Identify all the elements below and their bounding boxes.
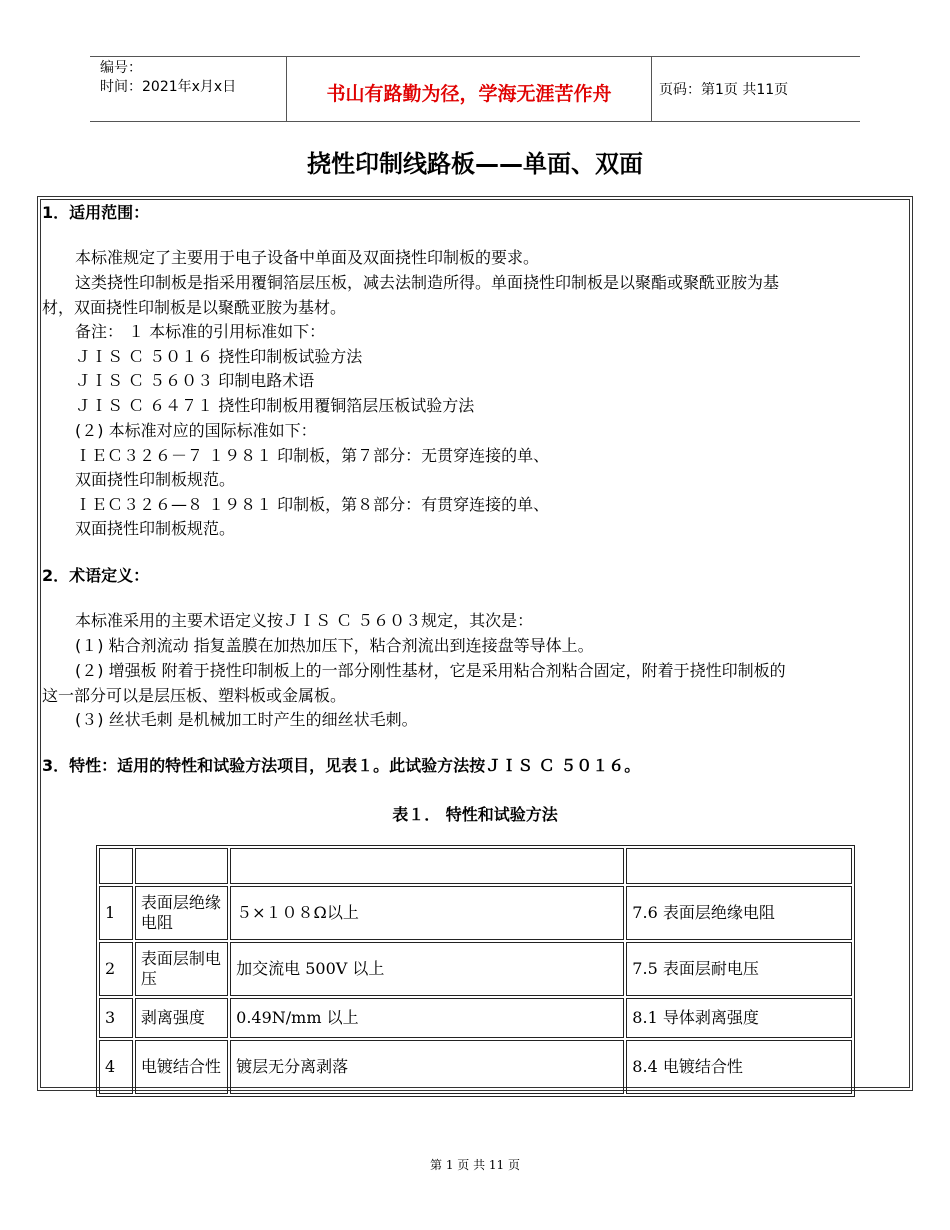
- term-definition: (１) 粘合剂流动 指复盖膜在加热加压下，粘合剂流出到连接盘等导体上。: [75, 636, 594, 655]
- table-cell: [230, 848, 624, 884]
- section-1-note: (２) 本标准对应的国际标准如下：: [75, 421, 317, 440]
- section-1-paragraph: 这类挠性印制板是指采用覆铜箔层压板，减去法制造所得。单面挠性印制板是以聚酯或聚酰亚胺为基: [75, 273, 780, 292]
- row-number: 1: [99, 886, 133, 940]
- characteristics-table: [96, 845, 855, 1097]
- international-standard: ＩＥＣ３２６—８ １９８１ 印制板，第８部分：有贯穿连接的单、: [75, 495, 550, 514]
- international-standard: 双面挠性印制板规范。: [75, 470, 236, 489]
- header-motto: 书山有路勤为径，学海无涯苦作舟: [326, 83, 612, 105]
- section-2-heading: 2．术语定义：: [42, 566, 150, 585]
- header-bottom-rule: [90, 121, 860, 122]
- document-number-label: 编号：: [100, 60, 142, 76]
- characteristic-item: 表面层制电压: [135, 942, 228, 996]
- section-1-heading: 1．适用范围：: [42, 203, 150, 222]
- table-row: [99, 942, 852, 996]
- test-method: 7.6 表面层绝缘电阻: [626, 886, 852, 940]
- document-title: 挠性印制线路板——单面、双面: [307, 150, 643, 178]
- reference-standard: ＪＩＳ Ｃ ６４７１ 挠性印制板用覆铜箔层压板试验方法: [75, 396, 475, 415]
- table-row: [99, 998, 852, 1038]
- section-1-paragraph: 本标准规定了主要用于电子设备中单面及双面挠性印制板的要求。: [75, 248, 540, 267]
- reference-standard: ＪＩＳ Ｃ ５６０３ 印制电路术语: [75, 371, 315, 390]
- row-number: 4: [99, 1040, 133, 1094]
- international-standard: ＩＥＣ３２６－７ １９８１ 印制板，第７部分：无贯穿连接的单、: [75, 446, 550, 465]
- term-definition: (３) 丝状毛刺 是机械加工时产生的细丝状毛刺。: [75, 710, 418, 729]
- test-method: 7.5 表面层耐电压: [626, 942, 852, 996]
- test-method: 8.4 电镀结合性: [626, 1040, 852, 1094]
- document-time: 时间：2021年x月x日: [100, 79, 237, 95]
- characteristic-item: 电镀结合性: [135, 1040, 228, 1094]
- section-1-paragraph: 材，双面挠性印制板是以聚酰亚胺为基材。: [42, 298, 347, 317]
- characteristic-spec: 0.49N/mm 以上: [230, 998, 624, 1038]
- row-number: 3: [99, 998, 133, 1038]
- table-cell: [626, 848, 852, 884]
- characteristic-spec: 镀层无分离剥落: [230, 1040, 624, 1094]
- term-definition: (２) 增强板 附着于挠性印制板上的一部分刚性基材，它是采用粘合剂粘合固定，附着于挠性印制板的: [75, 661, 786, 680]
- header-top-rule: [90, 56, 860, 57]
- page-footer: 第 1 页 共 11 页: [430, 1158, 520, 1172]
- table-header-row: [99, 848, 852, 884]
- international-standard: 双面挠性印制板规范。: [75, 519, 236, 538]
- section-2-paragraph: 本标准采用的主要术语定义按ＪＩＳ Ｃ ５６０３规定，其次是：: [75, 611, 534, 630]
- characteristic-spec: 加交流电 500V 以上: [230, 942, 624, 996]
- section-3-heading: 3．特性：适用的特性和试验方法项目，见表１。此试验方法按ＪＩＳ Ｃ ５０１６。: [42, 756, 641, 775]
- characteristic-item: 表面层绝缘电阻: [135, 886, 228, 940]
- table-cell: [135, 848, 228, 884]
- header-page-info: 页码：第1页 共11页: [659, 82, 789, 98]
- test-method: 8.1 导体剥离强度: [626, 998, 852, 1038]
- row-number: 2: [99, 942, 133, 996]
- header-divider-right: [651, 57, 652, 121]
- characteristic-item: 剥离强度: [135, 998, 228, 1038]
- term-definition: 这一部分可以是层压板、塑料板或金属板。: [42, 686, 347, 705]
- table-row: [99, 886, 852, 940]
- characteristic-spec: ５×１０８Ω以上: [230, 886, 624, 940]
- table-cell: [99, 848, 133, 884]
- table-row: [99, 1040, 852, 1094]
- reference-standard: ＪＩＳ Ｃ ５０１６ 挠性印制板试验方法: [75, 347, 363, 366]
- section-1-note: 备注： １ 本标准的引用标准如下：: [75, 322, 326, 341]
- table-title: 表１． 特性和试验方法: [392, 805, 558, 824]
